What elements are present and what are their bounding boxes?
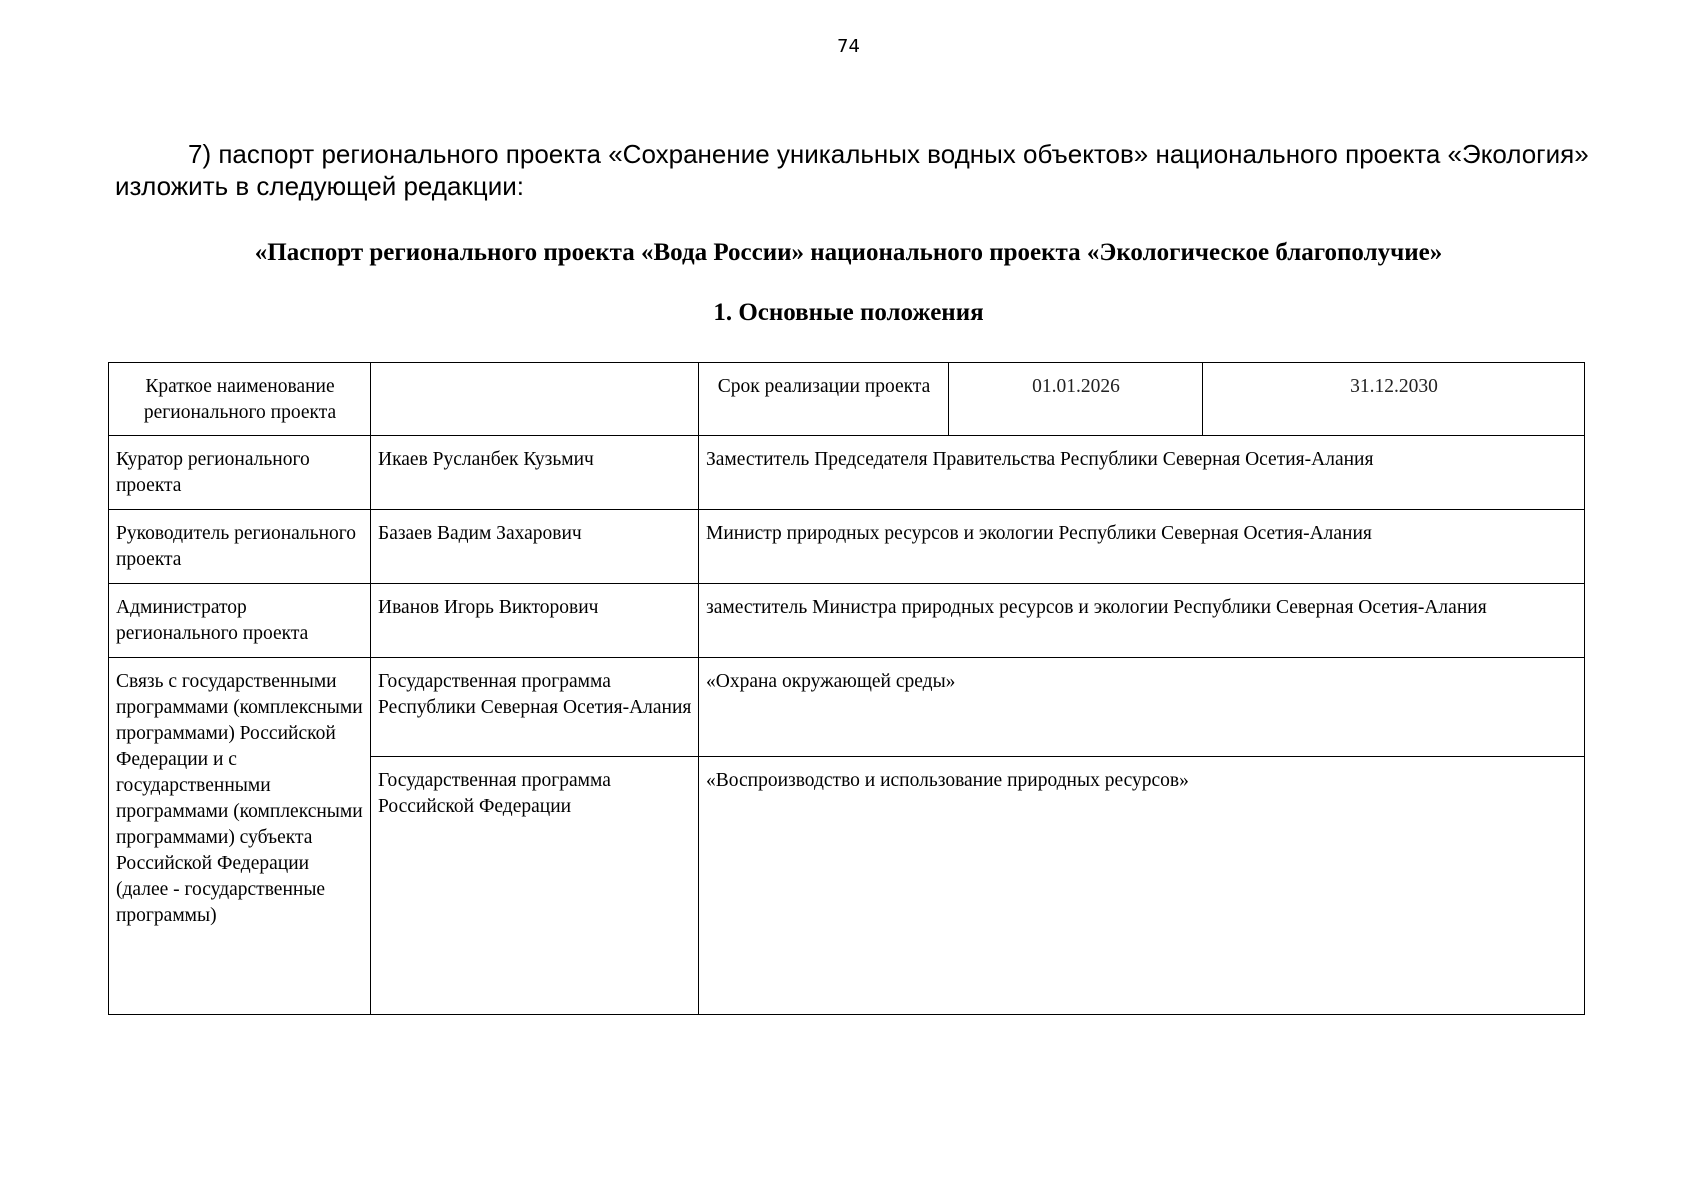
table-row-curator bbox=[109, 436, 1585, 510]
admin-position: заместитель Министра природных ресурсов и экологии Республики Северная Осетия-Алания bbox=[699, 584, 1585, 658]
passport-table bbox=[108, 362, 1585, 1015]
start-date: 01.01.2026 bbox=[949, 363, 1203, 436]
program-link-label: Связь с государственными программами (комплексными программами) Российской Федерации и с государственными программами (комплексными программами) субъекта Российской Федерации (далее - государственные программы) bbox=[109, 658, 371, 1015]
table-row-head bbox=[109, 510, 1585, 584]
intro-line-1: 7) паспорт регионального проекта «Сохранение уникальных водных объектов» национального проекта «Экология» bbox=[188, 139, 1589, 169]
short-name-label: Краткое наименование регионального проекта bbox=[109, 363, 371, 436]
table-row-admin bbox=[109, 584, 1585, 658]
page-number: 74 bbox=[837, 36, 860, 57]
period-label: Срок реализации проекта bbox=[699, 363, 949, 436]
program-type: Государственная программа Российской Федерации bbox=[371, 757, 699, 1015]
table-row-program-1 bbox=[109, 658, 1585, 757]
curator-label: Куратор регионального проекта bbox=[109, 436, 371, 510]
admin-name: Иванов Игорь Викторович bbox=[371, 584, 699, 658]
admin-label: Администратор регионального проекта bbox=[109, 584, 371, 658]
curator-name: Икаев Русланбек Кузьмич bbox=[371, 436, 699, 510]
section-title: 1. Основные положения bbox=[713, 299, 984, 326]
program-type: Государственная программа Республики Северная Осетия-Алания bbox=[371, 658, 699, 757]
intro-paragraph bbox=[115, 138, 1605, 202]
program-name: «Воспроизводство и использование природных ресурсов» bbox=[699, 757, 1585, 1015]
head-position: Министр природных ресурсов и экологии Республики Северная Осетия-Алания bbox=[699, 510, 1585, 584]
document-title: «Паспорт регионального проекта «Вода России» национального проекта «Экологическое благополучие» bbox=[254, 239, 1443, 266]
table-row-short-name bbox=[109, 363, 1585, 436]
program-name: «Охрана окружающей среды» bbox=[699, 658, 1585, 757]
intro-line-2: изложить в следующей редакции: bbox=[115, 171, 524, 201]
curator-position: Заместитель Председателя Правительства Республики Северная Осетия-Алания bbox=[699, 436, 1585, 510]
short-name-value bbox=[371, 363, 699, 436]
head-label: Руководитель регионального проекта bbox=[109, 510, 371, 584]
head-name: Базаев Вадим Захарович bbox=[371, 510, 699, 584]
end-date: 31.12.2030 bbox=[1203, 363, 1585, 436]
